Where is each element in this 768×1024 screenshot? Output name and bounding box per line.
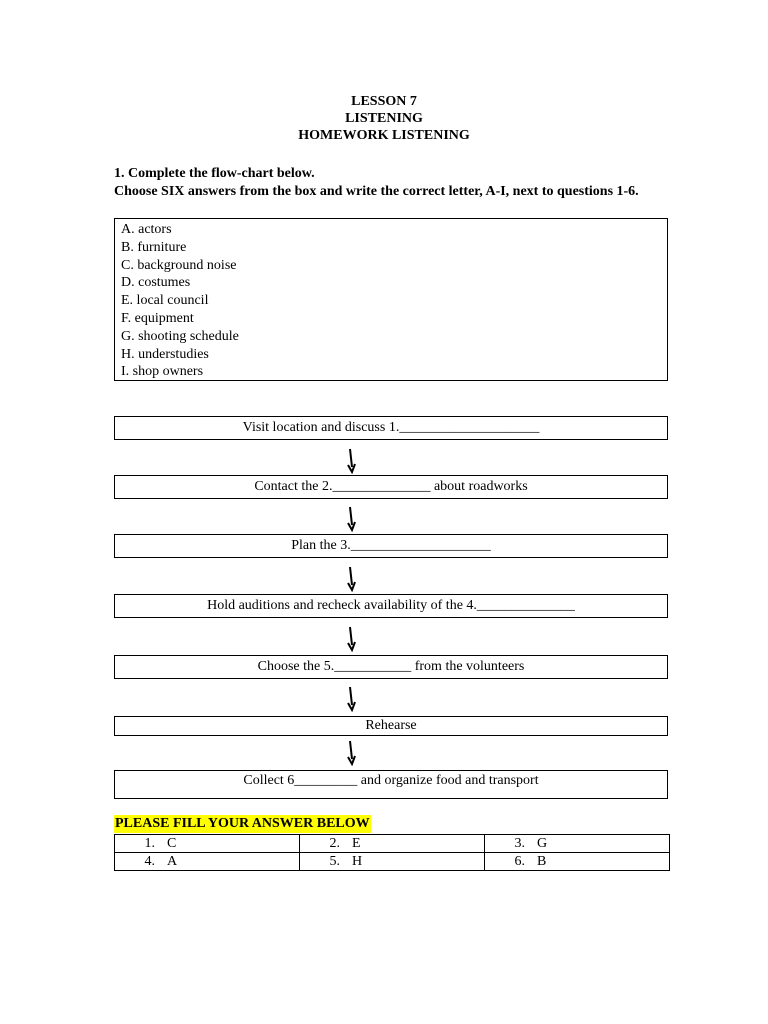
flow-step-text: Visit location and discuss 1.____________________ bbox=[242, 420, 540, 435]
answer-cell[interactable] bbox=[485, 853, 670, 871]
option-item: F. equipment bbox=[121, 310, 194, 326]
option-item: H. understudies bbox=[121, 346, 209, 362]
flow-step-text: Hold auditions and recheck availability of the 4.______________ bbox=[207, 598, 575, 613]
instruction-text: Choose SIX answers from the box and write the correct letter, A-I, next to questions 1-6. bbox=[114, 184, 639, 199]
instruction-heading: 1. Complete the flow-chart below. bbox=[114, 166, 315, 181]
options-box bbox=[114, 218, 668, 381]
answer-value: A bbox=[167, 854, 178, 869]
option-item: C. background noise bbox=[121, 257, 237, 273]
question-number: 1. bbox=[144, 836, 155, 851]
flow-step-6 bbox=[114, 716, 668, 736]
option-item: D. costumes bbox=[121, 275, 191, 291]
down-arrow-icon bbox=[342, 506, 360, 532]
question-number: 3. bbox=[514, 836, 525, 851]
lesson-title: LESSON 7 bbox=[351, 94, 417, 109]
title-block bbox=[0, 93, 768, 144]
option-item: G. shooting schedule bbox=[121, 328, 239, 344]
question-number: 5. bbox=[329, 854, 340, 869]
section-title: LISTENING bbox=[345, 111, 423, 126]
answer-cell[interactable] bbox=[115, 853, 300, 871]
answer-value: G bbox=[537, 836, 548, 851]
flow-step-text: Rehearse bbox=[365, 718, 417, 733]
answer-cell[interactable] bbox=[300, 853, 485, 871]
flow-step-5 bbox=[114, 655, 668, 679]
question-number: 2. bbox=[329, 836, 340, 851]
answer-section-title: PLEASE FILL YOUR ANSWER BELOW bbox=[115, 816, 370, 831]
table-row bbox=[115, 853, 670, 871]
table-row bbox=[115, 835, 670, 853]
down-arrow-icon bbox=[342, 566, 360, 592]
down-arrow-icon bbox=[342, 686, 360, 712]
flow-step-4 bbox=[114, 594, 668, 618]
flow-step-3 bbox=[114, 534, 668, 558]
down-arrow-icon bbox=[342, 740, 360, 766]
question-number: 4. bbox=[144, 854, 155, 869]
flow-step-text: Collect 6_________ and organize food and transport bbox=[243, 773, 539, 788]
answer-cell[interactable] bbox=[485, 835, 670, 853]
option-item: I. shop owners bbox=[121, 364, 204, 380]
down-arrow-icon bbox=[342, 448, 360, 474]
option-item: A. actors bbox=[121, 222, 172, 237]
answer-value: B bbox=[537, 854, 547, 869]
question-number: 6. bbox=[514, 854, 525, 869]
homework-title: HOMEWORK LISTENING bbox=[298, 128, 470, 143]
answer-value: C bbox=[167, 836, 177, 851]
answer-cell[interactable] bbox=[300, 835, 485, 853]
flow-step-text: Contact the 2.______________ about roadworks bbox=[254, 479, 528, 494]
down-arrow-icon bbox=[342, 626, 360, 652]
flow-step-7 bbox=[114, 770, 668, 799]
answer-cell[interactable] bbox=[115, 835, 300, 853]
flow-step-2 bbox=[114, 475, 668, 499]
answer-value: H bbox=[352, 854, 363, 869]
answer-value: E bbox=[352, 836, 361, 851]
option-item: B. furniture bbox=[121, 239, 187, 255]
flow-step-text: Plan the 3.____________________ bbox=[291, 538, 491, 553]
answer-table bbox=[114, 834, 670, 871]
flow-step-text: Choose the 5.___________ from the volunteers bbox=[257, 659, 525, 674]
flow-step-1 bbox=[114, 416, 668, 440]
option-item: E. local council bbox=[121, 293, 209, 309]
